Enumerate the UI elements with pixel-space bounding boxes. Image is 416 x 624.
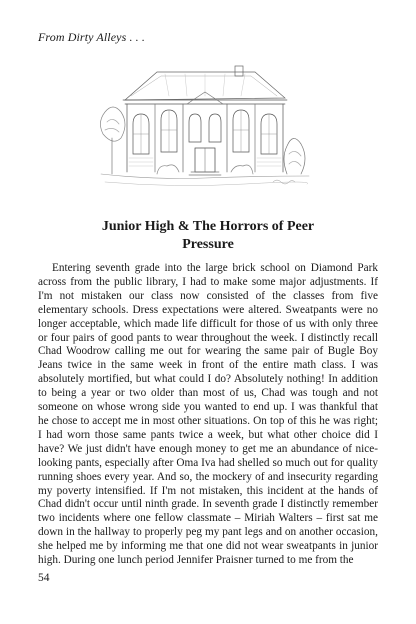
chapter-title-line-1: Junior High & The Horrors of Peer [101,219,315,234]
page-number: 54 [38,572,50,584]
chapter-title [38,218,378,254]
library-building-sketch-icon [95,62,313,192]
chapter-title-line-2: Pressure [182,237,234,252]
body-paragraph: Entering seventh grade into the large brick school on Diamond Park across from the public library, I had to make some major adjustments. If I'm not mistaken our class now consisted of the classes from five elementary schools. Dress expectations were altered. Sweatpants were no longer acceptable, which made life difficult for those of us with only three or four pairs of good pants to wear throughout the week. I distinctly recall Chad Woodrow calling me out for wearing the same pair of Bugle Boy Jeans twice in the same week in front of the entire math class. I was absolutely mortified, but what could I do? Absolutely nothing! In addition to being a year or two older than most of us, Chad was tough and not someone on whose wrong side you wanted to end up. I was thankful that he chose to accept me in most other situations. On top of this he was right; I had worn those same pants twice a week, but what other choice did I have? We just didn't have enough money to get me an abundance of nice-looking pants, especially after Oma Iva had shelled so much out for quality running shoes every year. And so, the mockery of and insecurity regarding my poverty intensified. If I'm not mistaken, this incident at the hands of Chad didn't occur until ninth grade. In seventh grade I distinctly remember two incidents where one fellow classmate – Miriah Walters – first sat me down in the hallway to properly peg my pant legs and on another occasion, she helped me by informing me that one did not wear sweatpants in junior high. During one lunch period Jennifer Praisner turned to me from the [38,262,378,567]
running-head: From Dirty Alleys . . . [38,30,145,44]
